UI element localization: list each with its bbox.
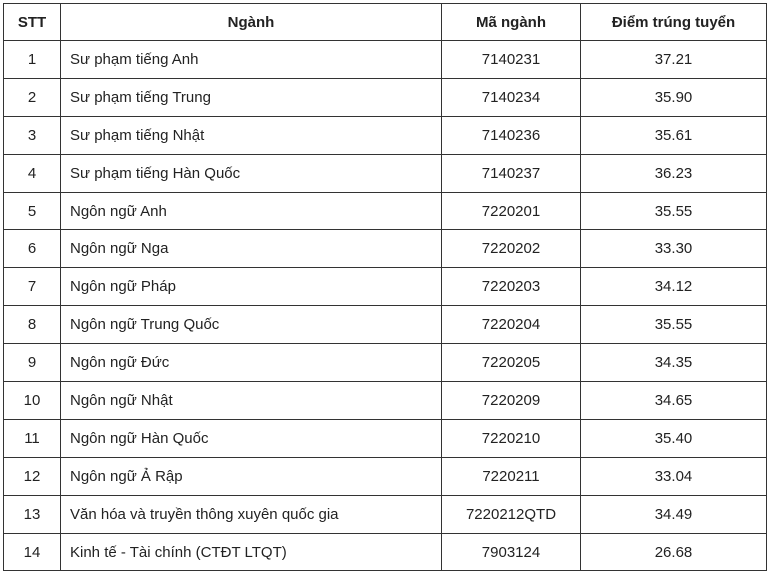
header-code: Mã ngành [442,4,581,41]
cell-score: 35.90 [581,78,767,116]
cell-code: 7220205 [442,344,581,382]
cell-major: Kinh tế - Tài chính (CTĐT LTQT) [61,533,442,571]
table-row [4,192,767,230]
cell-stt: 4 [4,154,61,192]
cell-major: Sư phạm tiếng Nhật [61,116,442,154]
cell-score: 34.65 [581,382,767,420]
cell-code: 7220210 [442,419,581,457]
cell-code: 7220212QTD [442,495,581,533]
cell-score: 26.68 [581,533,767,571]
cell-stt: 3 [4,116,61,154]
header-major: Ngành [61,4,442,41]
cell-stt: 7 [4,268,61,306]
table-row [4,268,767,306]
cell-score: 33.04 [581,457,767,495]
table-row [4,457,767,495]
cell-stt: 9 [4,344,61,382]
cell-major: Ngôn ngữ Nhật [61,382,442,420]
cell-code: 7140236 [442,116,581,154]
table-row [4,306,767,344]
cell-major: Ngôn ngữ Hàn Quốc [61,419,442,457]
table-row [4,344,767,382]
cell-major: Ngôn ngữ Đức [61,344,442,382]
cell-code: 7220202 [442,230,581,268]
table-row [4,382,767,420]
cell-stt: 6 [4,230,61,268]
cell-code: 7903124 [442,533,581,571]
cell-score: 36.23 [581,154,767,192]
cell-code: 7220211 [442,457,581,495]
cell-major: Ngôn ngữ Trung Quốc [61,306,442,344]
cell-major: Sư phạm tiếng Trung [61,78,442,116]
table-row [4,116,767,154]
cell-major: Ngôn ngữ Ả Rập [61,457,442,495]
cell-stt: 5 [4,192,61,230]
table-row [4,154,767,192]
table-row [4,78,767,116]
table-row [4,230,767,268]
cell-major: Văn hóa và truyền thông xuyên quốc gia [61,495,442,533]
cell-code: 7140231 [442,41,581,79]
cell-score: 34.35 [581,344,767,382]
cell-score: 35.61 [581,116,767,154]
header-stt: STT [4,4,61,41]
cell-major: Sư phạm tiếng Hàn Quốc [61,154,442,192]
cell-code: 7220201 [442,192,581,230]
cell-stt: 10 [4,382,61,420]
header-row [4,4,767,41]
cell-code: 7220203 [442,268,581,306]
table-row [4,419,767,457]
table-row [4,495,767,533]
cell-stt: 14 [4,533,61,571]
cell-code: 7220209 [442,382,581,420]
cell-stt: 12 [4,457,61,495]
cell-stt: 8 [4,306,61,344]
cell-score: 37.21 [581,41,767,79]
cell-score: 34.49 [581,495,767,533]
cell-score: 35.40 [581,419,767,457]
cell-stt: 2 [4,78,61,116]
cell-major: Sư phạm tiếng Anh [61,41,442,79]
cell-major: Ngôn ngữ Nga [61,230,442,268]
cell-major: Ngôn ngữ Anh [61,192,442,230]
cell-code: 7140234 [442,78,581,116]
table-row [4,533,767,571]
header-score: Điểm trúng tuyển [581,4,767,41]
table-row [4,41,767,79]
cell-major: Ngôn ngữ Pháp [61,268,442,306]
cell-code: 7220204 [442,306,581,344]
cell-score: 33.30 [581,230,767,268]
cell-stt: 13 [4,495,61,533]
cell-score: 34.12 [581,268,767,306]
cell-score: 35.55 [581,306,767,344]
cell-score: 35.55 [581,192,767,230]
cell-stt: 11 [4,419,61,457]
cell-code: 7140237 [442,154,581,192]
cell-stt: 1 [4,41,61,79]
admission-scores-table [3,3,767,571]
